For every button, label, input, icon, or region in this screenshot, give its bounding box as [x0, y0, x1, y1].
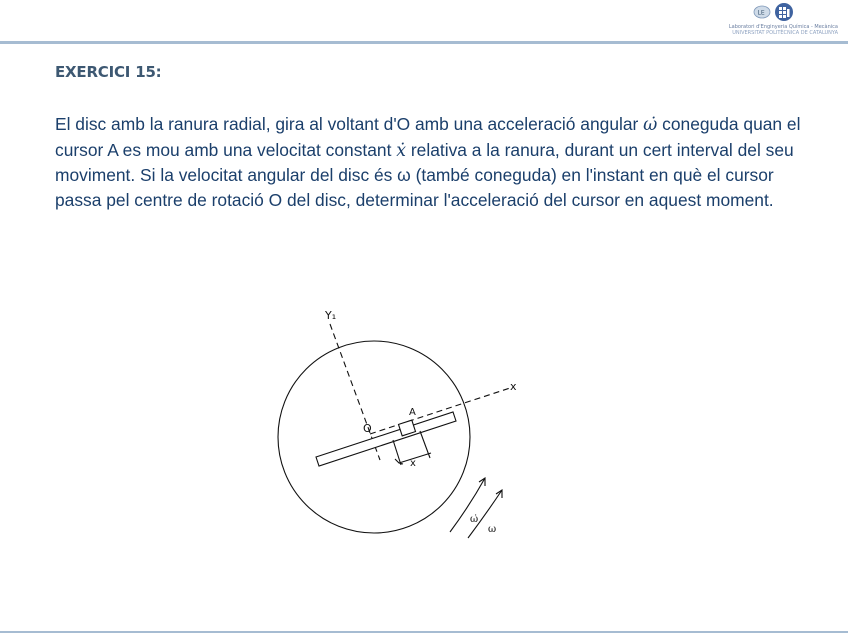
logo-icon [746, 2, 806, 24]
statement-part-3: relativa a la ranura, durant un cert interval del seu moviment. Si la velocitat angular del disc és ω (també coneguda) en l'instant en què el cursor passa pel centre de rotació O del disc, determinar l'acceleració del cursor en aquest moment. [55, 139, 794, 210]
cursor-label: A [409, 407, 416, 418]
x-axis [370, 388, 510, 434]
header-divider [0, 41, 848, 44]
disc-diagram [270, 300, 550, 545]
statement-part-1: El disc amb la ranura radial, gira al voltant d'O amb una acceleració angular [55, 114, 644, 134]
distance-label: x [410, 458, 416, 469]
omega-label: ω [488, 524, 497, 535]
svg-text:LE: LE [757, 9, 765, 17]
footer-divider [0, 631, 848, 633]
disc-outline [278, 341, 470, 533]
statement-part-2: coneguda quan el cursor A es mou amb una velocitat constant [55, 114, 801, 160]
origin-label: O [363, 422, 372, 435]
y1-label: Y₁ [325, 309, 337, 322]
logo-line-1: Laboratori d'Enginyeria Química - Mecànica [728, 24, 838, 30]
x-axis-label: x [510, 380, 517, 393]
logo-line-2: UNIVERSITAT POLITÈCNICA DE CATALUNYA [732, 30, 838, 36]
institution-logo [702, 2, 842, 40]
alpha-arrow [450, 478, 485, 532]
alpha-label: ω̇ [470, 514, 479, 525]
exercise-title: EXERCICI 15: [55, 63, 162, 81]
velocity-symbol: ẋ [396, 140, 407, 161]
radial-slot [316, 412, 456, 466]
angular-acceleration-symbol: ω̇ [643, 115, 658, 135]
exercise-statement [55, 112, 815, 212]
